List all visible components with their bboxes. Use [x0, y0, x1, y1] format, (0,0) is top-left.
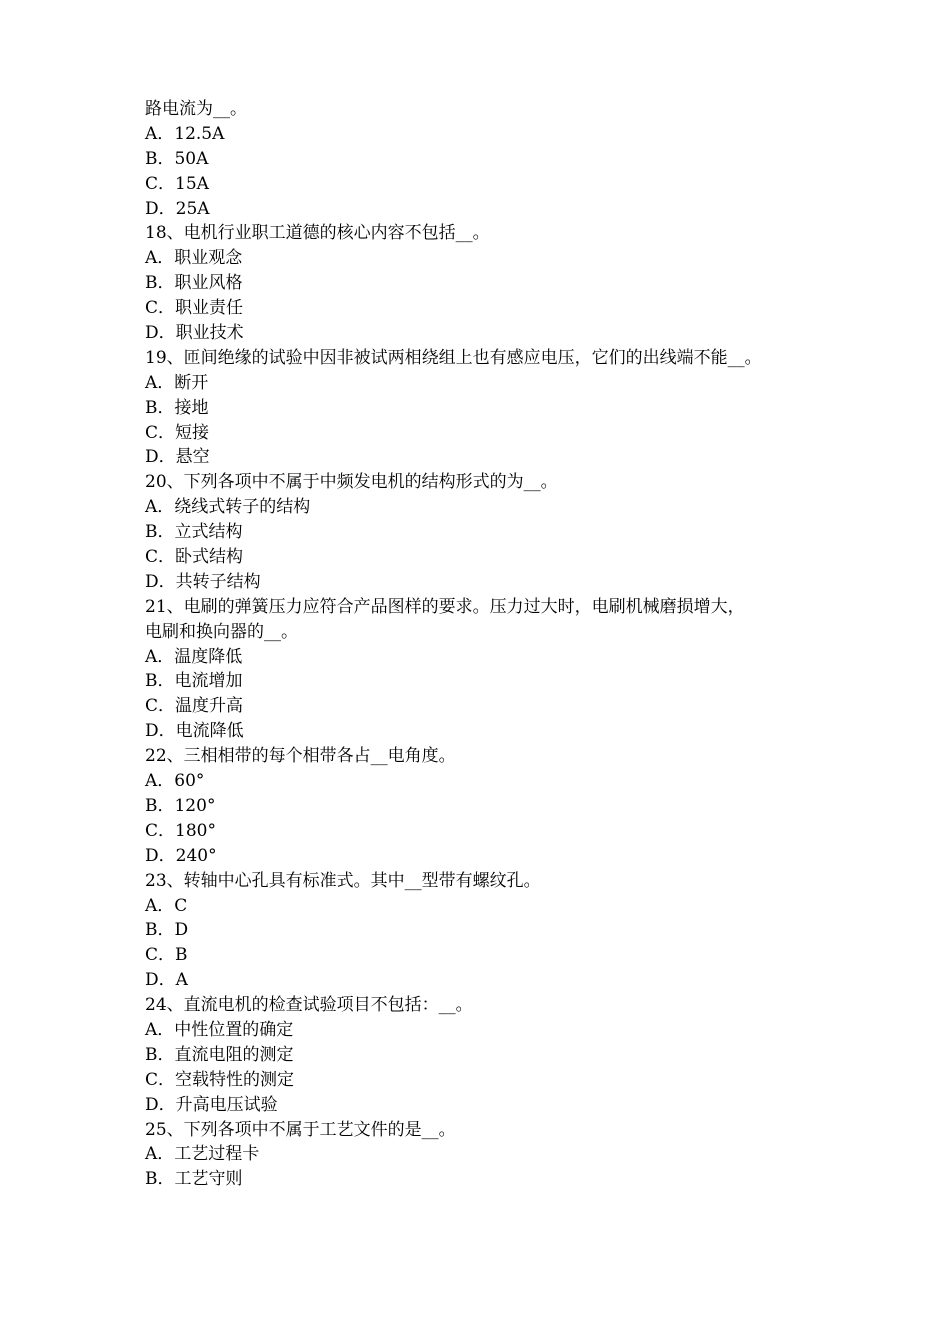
option-d: D．悬空	[145, 447, 210, 468]
question-18: 18、电机行业职工道德的核心内容不包括__。	[145, 223, 490, 244]
option-b: B．直流电阻的测定	[145, 1044, 294, 1065]
option-d: D．电流降低	[145, 721, 244, 742]
option-b: B．D	[145, 920, 189, 941]
option-c: C．职业责任	[145, 298, 244, 319]
option-c: C．温度升高	[145, 696, 244, 717]
option-a: A．绕线式转子的结构	[145, 497, 311, 518]
question-19: 19、匝间绝缘的试验中因非被试两相绕组上也有感应电压，它们的出线端不能__。	[145, 347, 762, 368]
question-20: 20、下列各项中不属于中频发电机的结构形式的为__。	[145, 472, 558, 493]
option-a: A．60°	[145, 771, 205, 792]
option-d: D．职业技术	[145, 323, 244, 344]
option-d: D．升高电压试验	[145, 1094, 278, 1115]
option-c: C．空载特性的测定	[145, 1069, 295, 1090]
option-a: A．12.5A	[145, 123, 225, 144]
option-d: D．240°	[145, 845, 217, 866]
option-a: A．C	[145, 895, 188, 916]
option-c: C．180°	[145, 820, 216, 841]
option-a: A．职业观念	[145, 248, 243, 269]
question-23: 23、转轴中心孔具有标准式。其中__型带有螺纹孔。	[145, 870, 541, 891]
option-b: B．120°	[145, 795, 216, 816]
question-25: 25、下列各项中不属于工艺文件的是__。	[145, 1119, 456, 1140]
option-d: D．25A	[145, 198, 210, 219]
option-c: C．卧式结构	[145, 547, 244, 568]
option-c: C．15A	[145, 173, 209, 194]
option-b: B．电流增加	[145, 671, 243, 692]
option-a: A．中性位置的确定	[145, 1019, 294, 1040]
option-a: A．工艺过程卡	[145, 1144, 260, 1165]
option-b: B．50A	[145, 148, 209, 169]
question-24: 24、直流电机的检查试验项目不包括：__。	[145, 995, 473, 1016]
option-a: A．温度降低	[145, 646, 243, 667]
question-continuation: 路电流为__。	[145, 99, 247, 119]
option-d: D．共转子结构	[145, 571, 261, 592]
option-b: B．职业风格	[145, 273, 243, 294]
option-a: A．断开	[145, 372, 209, 393]
option-d: D．A	[145, 970, 188, 991]
option-b: B．立式结构	[145, 522, 243, 543]
option-c: C．短接	[145, 422, 210, 443]
option-c: C．B	[145, 945, 188, 966]
question-22: 22、三相相带的每个相带各占__电角度。	[145, 746, 456, 767]
question-21-continuation: 电刷和换向器的__。	[145, 621, 298, 642]
question-21: 21、电刷的弹簧压力应符合产品图样的要求。压力过大时，电刷机械磨损增大，	[145, 596, 745, 617]
document-page	[145, 97, 835, 1192]
option-b: B．接地	[145, 397, 209, 418]
option-b: B．工艺守则	[145, 1169, 243, 1190]
